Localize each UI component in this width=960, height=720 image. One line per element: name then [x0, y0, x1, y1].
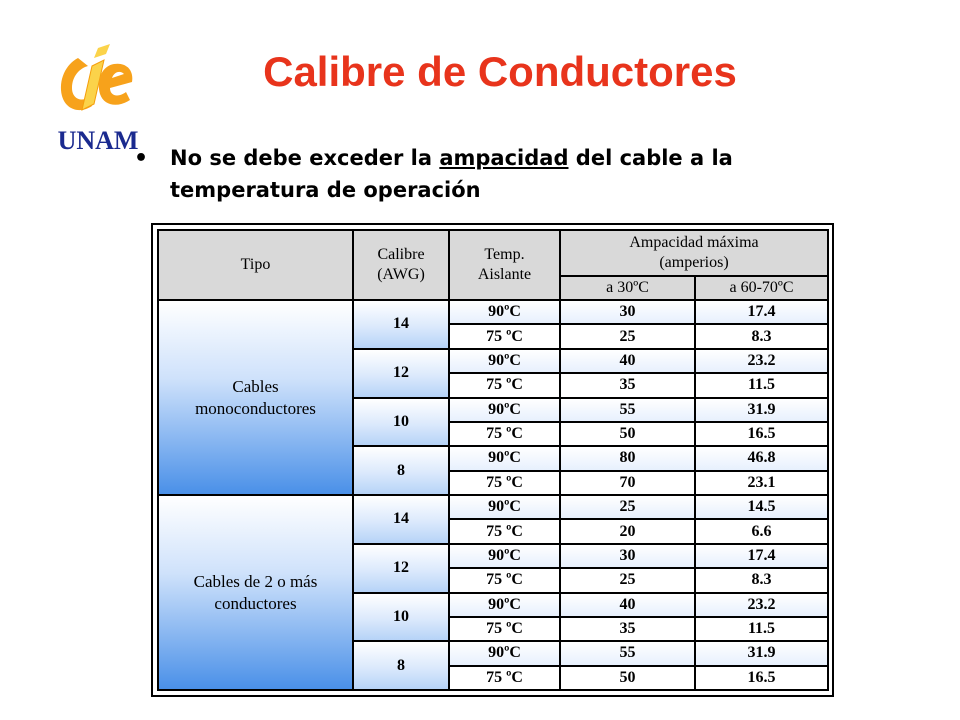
ampacity-30c-cell: 25 [560, 568, 695, 592]
header-ampacidad [560, 230, 828, 276]
temp-cell: 90ºC [449, 593, 560, 617]
bullet-text [170, 142, 850, 206]
header-a30: a 30ºC [560, 276, 695, 300]
temp-cell: 75 ºC [449, 617, 560, 641]
temp-cell: 75 ºC [449, 666, 560, 690]
ampacity-30c-cell: 35 [560, 373, 695, 397]
bullet-text-before: No se debe exceder la [170, 146, 440, 170]
awg-cell: 14 [353, 300, 449, 349]
ampacity-30c-cell: 30 [560, 544, 695, 568]
ampacity-60-70c-cell: 31.9 [695, 398, 828, 422]
awg-cell: 14 [353, 495, 449, 544]
temp-cell: 90ºC [449, 641, 560, 665]
ampacity-60-70c-cell: 17.4 [695, 544, 828, 568]
ampacity-60-70c-cell: 23.1 [695, 471, 828, 495]
temp-cell: 75 ºC [449, 373, 560, 397]
header-temp-line2: Aislante [477, 266, 532, 283]
header-amp-line2: (amperios) [659, 254, 729, 271]
ampacity-30c-cell: 55 [560, 641, 695, 665]
ampacity-30c-cell: 70 [560, 471, 695, 495]
awg-cell: 12 [353, 544, 449, 593]
ampacity-60-70c-cell: 6.6 [695, 519, 828, 543]
temp-cell: 75 ºC [449, 422, 560, 446]
ampacity-30c-cell: 25 [560, 324, 695, 348]
cable-type-line2: conductores [214, 593, 297, 613]
header-calibre-line1: Calibre [377, 246, 425, 263]
table-row [158, 300, 828, 324]
header-calibre-line2: (AWG) [377, 266, 425, 283]
ampacity-60-70c-cell: 17.4 [695, 300, 828, 324]
ampacity-60-70c-cell: 31.9 [695, 641, 828, 665]
cable-type-cell [158, 495, 353, 690]
table-row [158, 495, 828, 519]
temp-cell: 90ºC [449, 446, 560, 470]
ampacity-table-frame [151, 223, 834, 697]
ampacity-60-70c-cell: 14.5 [695, 495, 828, 519]
temp-cell: 90ºC [449, 300, 560, 324]
ampacity-60-70c-cell: 46.8 [695, 446, 828, 470]
ampacity-60-70c-cell: 16.5 [695, 422, 828, 446]
cable-type-cell [158, 300, 353, 495]
temp-cell: 75 ºC [449, 324, 560, 348]
cable-type-line2: monoconductores [195, 398, 316, 418]
header-a6070: a 60-70ºC [695, 276, 828, 300]
temp-cell: 75 ºC [449, 471, 560, 495]
ampacity-60-70c-cell: 23.2 [695, 349, 828, 373]
ampacity-table [157, 229, 829, 691]
awg-cell: 12 [353, 349, 449, 398]
awg-cell: 10 [353, 398, 449, 447]
ampacity-30c-cell: 35 [560, 617, 695, 641]
awg-cell: 8 [353, 641, 449, 690]
header-temp-line1: Temp. [484, 246, 525, 263]
temp-cell: 90ºC [449, 398, 560, 422]
temp-cell: 75 ºC [449, 568, 560, 592]
ampacity-30c-cell: 80 [560, 446, 695, 470]
header-temp [449, 230, 560, 300]
table-body [158, 300, 828, 690]
ampacity-60-70c-cell: 23.2 [695, 593, 828, 617]
ampacity-30c-cell: 20 [560, 519, 695, 543]
ampacity-30c-cell: 25 [560, 495, 695, 519]
ampacity-60-70c-cell: 11.5 [695, 373, 828, 397]
header-tipo: Tipo [158, 230, 353, 300]
ampacity-30c-cell: 50 [560, 422, 695, 446]
header-calibre [353, 230, 449, 300]
cable-type-line1: Cables [232, 376, 279, 396]
bullet-text-after: del cable a la temperatura de operación [170, 146, 733, 202]
awg-cell: 8 [353, 446, 449, 495]
unam-logo-text: UNAM [57, 126, 139, 155]
cable-type-line1: Cables de 2 o más [193, 571, 318, 591]
ampacity-30c-cell: 55 [560, 398, 695, 422]
ampacity-60-70c-cell: 8.3 [695, 568, 828, 592]
ampacity-30c-cell: 50 [560, 666, 695, 690]
awg-cell: 10 [353, 593, 449, 642]
temp-cell: 75 ºC [449, 519, 560, 543]
temp-cell: 90ºC [449, 495, 560, 519]
ampacity-30c-cell: 40 [560, 349, 695, 373]
ampacity-60-70c-cell: 8.3 [695, 324, 828, 348]
ampacity-30c-cell: 30 [560, 300, 695, 324]
bullet-text-underlined: ampacidad [439, 146, 569, 170]
ampacity-60-70c-cell: 16.5 [695, 666, 828, 690]
header-amp-line1: Ampacidad máxima [629, 234, 759, 251]
ampacity-60-70c-cell: 11.5 [695, 617, 828, 641]
ampacity-30c-cell: 40 [560, 593, 695, 617]
page-title: Calibre de Conductores [263, 48, 737, 95]
bullet-icon: • [134, 146, 149, 171]
temp-cell: 90ºC [449, 349, 560, 373]
temp-cell: 90ºC [449, 544, 560, 568]
